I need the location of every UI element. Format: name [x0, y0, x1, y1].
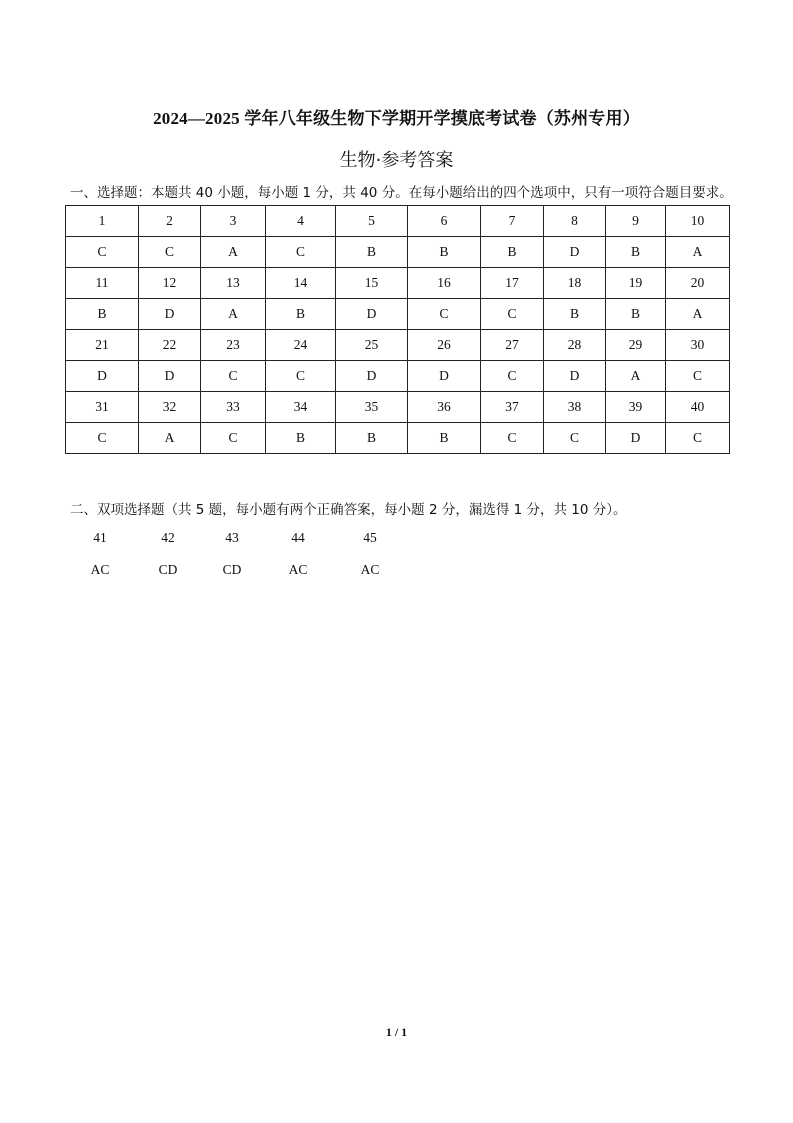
answer-cell: C: [66, 237, 139, 268]
answer-cell: B: [336, 423, 408, 454]
question-number-cell: 1: [66, 206, 139, 237]
answer-cell: C: [666, 423, 730, 454]
answer-cell: C: [481, 423, 544, 454]
question-number-cell: 4: [266, 206, 336, 237]
answer-cell: B: [266, 423, 336, 454]
question-number-cell: 2: [139, 206, 201, 237]
answer-cell: B: [336, 237, 408, 268]
question-number-cell: 5: [336, 206, 408, 237]
dual-question-number: 42: [161, 530, 175, 545]
dual-answer: CD: [158, 562, 178, 577]
answer-cell: C: [481, 361, 544, 392]
dual-question-number: 43: [225, 530, 239, 545]
question-number-row: [66, 330, 730, 361]
answer-cell: B: [544, 299, 606, 330]
question-number-row: [66, 392, 730, 423]
question-number-cell: 23: [201, 330, 266, 361]
question-number-cell: 11: [66, 268, 139, 299]
answer-cell: C: [666, 361, 730, 392]
question-number-cell: 35: [336, 392, 408, 423]
answer-cell: D: [336, 361, 408, 392]
answer-row: [66, 423, 730, 454]
answer-cell: D: [66, 361, 139, 392]
answer-cell: D: [606, 423, 666, 454]
question-number-cell: 18: [544, 268, 606, 299]
question-number-cell: 31: [66, 392, 139, 423]
answer-cell: A: [666, 237, 730, 268]
answer-cell: C: [201, 361, 266, 392]
answer-cell: A: [139, 423, 201, 454]
answer-cell: B: [266, 299, 336, 330]
answer-row: [66, 361, 730, 392]
question-number-cell: 33: [201, 392, 266, 423]
question-number-row: [66, 268, 730, 299]
question-number-cell: 40: [666, 392, 730, 423]
answer-cell: B: [481, 237, 544, 268]
dual-question-number: 45: [363, 530, 377, 545]
question-number-cell: 32: [139, 392, 201, 423]
dual-answer: AC: [288, 562, 308, 577]
answer-cell: C: [201, 423, 266, 454]
question-number-cell: 7: [481, 206, 544, 237]
answer-cell: A: [606, 361, 666, 392]
answer-cell: C: [66, 423, 139, 454]
question-number-row: [66, 206, 730, 237]
answer-cell: D: [139, 299, 201, 330]
question-number-cell: 3: [201, 206, 266, 237]
answer-cell: C: [544, 423, 606, 454]
question-number-cell: 37: [481, 392, 544, 423]
question-number-cell: 8: [544, 206, 606, 237]
dual-answer: AC: [360, 562, 380, 577]
question-number-cell: 28: [544, 330, 606, 361]
question-number-cell: 20: [666, 268, 730, 299]
answer-table-body: [66, 206, 730, 454]
answer-cell: B: [606, 237, 666, 268]
section2-heading: 二、双项选择题（共 5 题，每小题有两个正确答案，每小题 2 分，漏选得 1 分，共 10 分）。: [70, 502, 627, 518]
document-title: 2024—2025 学年八年级生物下学期开学摸底考试卷（苏州专用）: [153, 109, 640, 128]
answer-cell: C: [266, 361, 336, 392]
question-number-cell: 30: [666, 330, 730, 361]
question-number-cell: 17: [481, 268, 544, 299]
dual-question-number: 44: [291, 530, 305, 545]
question-number-cell: 9: [606, 206, 666, 237]
answer-cell: D: [544, 237, 606, 268]
question-number-cell: 21: [66, 330, 139, 361]
question-number-cell: 29: [606, 330, 666, 361]
question-number-cell: 22: [139, 330, 201, 361]
answer-cell: D: [139, 361, 201, 392]
answer-cell: C: [408, 299, 481, 330]
answer-row: [66, 299, 730, 330]
question-number-cell: 25: [336, 330, 408, 361]
question-number-cell: 27: [481, 330, 544, 361]
answer-cell: C: [139, 237, 201, 268]
question-number-cell: 24: [266, 330, 336, 361]
answer-cell: B: [408, 237, 481, 268]
answer-cell: A: [201, 237, 266, 268]
question-number-cell: 39: [606, 392, 666, 423]
answer-cell: B: [66, 299, 139, 330]
question-number-cell: 12: [139, 268, 201, 299]
answer-cell: C: [266, 237, 336, 268]
page-number: 1 / 1: [385, 1025, 408, 1039]
dual-answer: CD: [222, 562, 242, 577]
answer-cell: D: [336, 299, 408, 330]
question-number-cell: 10: [666, 206, 730, 237]
answer-cell: A: [666, 299, 730, 330]
question-number-cell: 36: [408, 392, 481, 423]
answer-cell: B: [606, 299, 666, 330]
question-number-cell: 16: [408, 268, 481, 299]
answer-cell: D: [544, 361, 606, 392]
question-number-cell: 13: [201, 268, 266, 299]
question-number-cell: 6: [408, 206, 481, 237]
answer-table: [65, 205, 730, 454]
answer-cell: D: [408, 361, 481, 392]
answer-cell: B: [408, 423, 481, 454]
dual-question-number: 41: [93, 530, 107, 545]
answer-row: [66, 237, 730, 268]
document-subtitle: 生物·参考答案: [339, 150, 454, 171]
answer-cell: A: [201, 299, 266, 330]
question-number-cell: 38: [544, 392, 606, 423]
question-number-cell: 14: [266, 268, 336, 299]
section1-heading: 一、选择题：本题共 40 小题，每小题 1 分，共 40 分。在每小题给出的四个选项中，只有一项符合题目要求。: [70, 185, 733, 201]
question-number-cell: 26: [408, 330, 481, 361]
question-number-cell: 15: [336, 268, 408, 299]
question-number-cell: 19: [606, 268, 666, 299]
answer-cell: C: [481, 299, 544, 330]
question-number-cell: 34: [266, 392, 336, 423]
dual-answer: AC: [90, 562, 110, 577]
